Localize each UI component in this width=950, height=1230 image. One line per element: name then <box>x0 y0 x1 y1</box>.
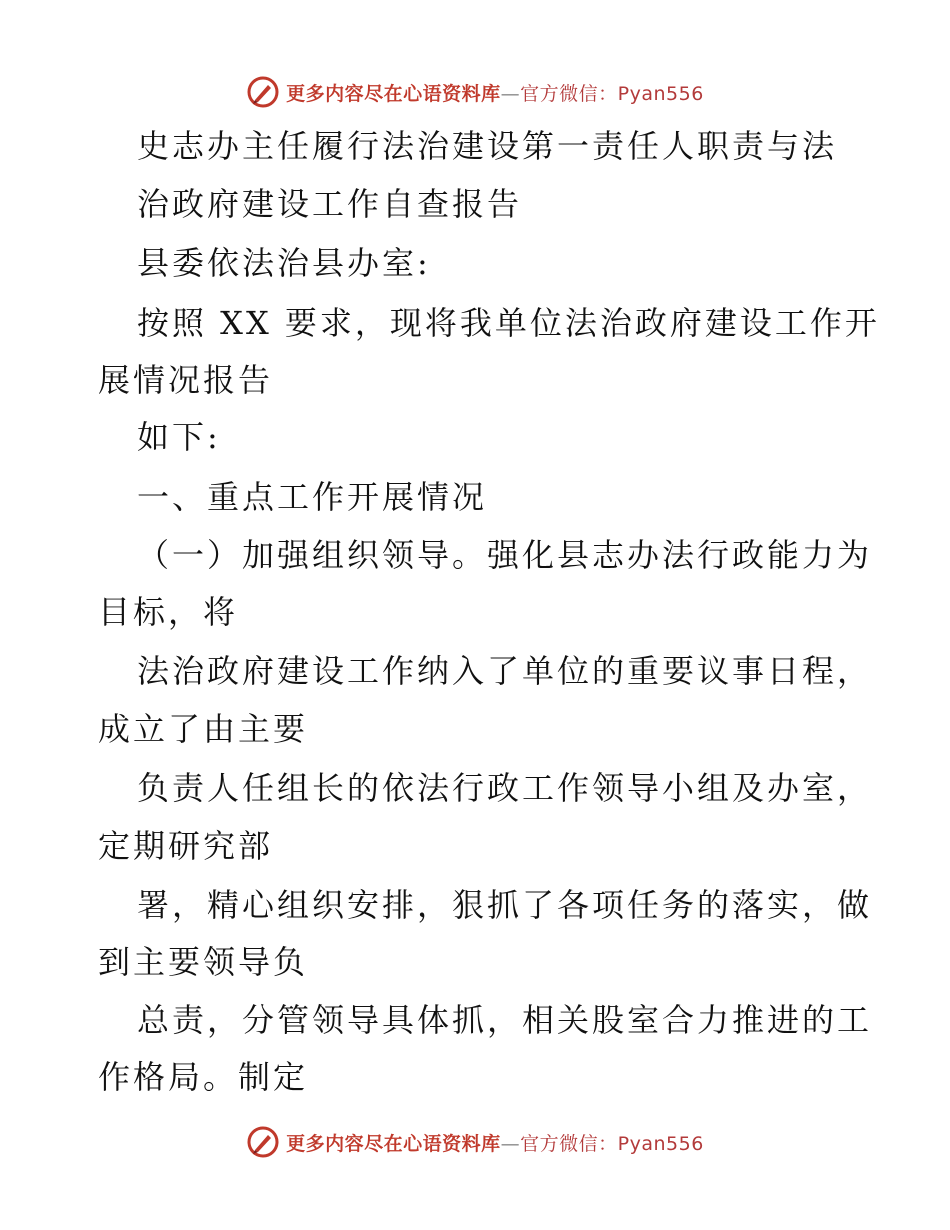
paragraph-line: （一）加强组织领导。强化县志办法行政能力为 <box>137 536 873 574</box>
header-banner <box>0 72 950 112</box>
paragraph-line: 法治政府建设工作纳入了单位的重要议事日程， <box>137 652 873 690</box>
banner-content <box>246 75 704 109</box>
paragraph-line: 目标，将 <box>98 593 239 631</box>
doc-title-line-1: 史志办主任履行法治建设第一责任人职责与法 <box>137 127 838 165</box>
paragraph-line: 总责，分管领导具体抓，相关股室合力推进的工 <box>137 1001 873 1039</box>
doc-title-line-2: 治政府建设工作自查报告 <box>137 185 523 223</box>
paragraph-line: 作格局。制定 <box>98 1058 309 1096</box>
footer-banner <box>0 1122 950 1162</box>
banner-content <box>246 1125 704 1159</box>
paragraph-line: 如下: <box>137 418 221 456</box>
paragraph-line: 成立了由主要 <box>98 710 309 748</box>
section-heading: 一、重点工作开展情况 <box>137 478 488 516</box>
paragraph-line: 按照 XX 要求，现将我单位法治政府建设工作开 <box>137 304 880 342</box>
paragraph-line: 到主要领导负 <box>98 943 309 981</box>
banner-text: 更多内容尽在心语资料库—官方微信：Pyan556 <box>286 82 704 105</box>
pen-circle-logo-icon <box>246 1125 280 1159</box>
paragraph-line: 定期研究部 <box>98 827 274 865</box>
banner-text: 更多内容尽在心语资料库—官方微信：Pyan556 <box>286 1132 704 1155</box>
addressee: 县委依法治县办室: <box>137 244 431 282</box>
paragraph-line: 负责人任组长的依法行政工作领导小组及办室， <box>137 769 873 807</box>
pen-circle-logo-icon <box>246 75 280 109</box>
paragraph-line: 展情况报告 <box>98 361 274 399</box>
paragraph-line: 署，精心组织安排，狠抓了各项任务的落实，做 <box>137 886 873 924</box>
